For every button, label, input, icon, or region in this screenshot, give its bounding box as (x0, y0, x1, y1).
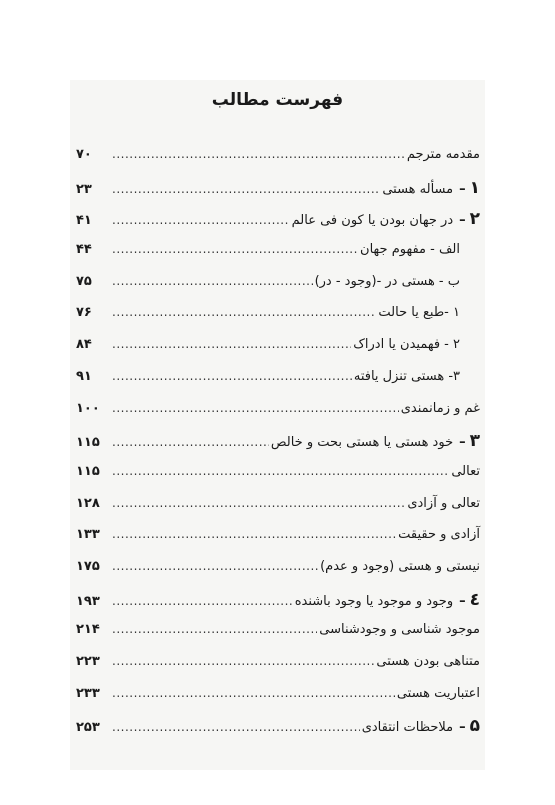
toc-entry (76, 589, 480, 624)
entry-title: خود هستی یا هستی بحت و خالص (270, 435, 454, 451)
chapter-dash: – (459, 593, 466, 609)
entry-title: ۱ -طبع یا حالت (378, 305, 460, 321)
dot-leader (112, 560, 318, 572)
page-number: ۱۱۵ (76, 463, 100, 479)
toc-entry (76, 718, 480, 750)
page-number: ۴۴ (76, 242, 92, 258)
dot-leader (112, 623, 317, 635)
toc-entry (76, 560, 480, 592)
chapter-number: ۳ (469, 431, 480, 452)
dot-leader (112, 465, 449, 477)
dot-leader (112, 528, 396, 540)
entry-title: اعتباریت هستی (396, 685, 480, 701)
page-number: ۲۳۳ (76, 685, 100, 701)
dot-leader (112, 721, 360, 733)
entry-title: متناهی بودن هستی (376, 654, 480, 669)
dot-leader (112, 183, 380, 195)
dot-leader (112, 370, 352, 382)
dot-leader (112, 338, 351, 350)
toc-entry (76, 623, 480, 655)
page-number: ۷۵ (76, 273, 92, 289)
toc-entry (76, 655, 480, 687)
chapter-dash: – (459, 213, 466, 229)
dot-leader (112, 402, 399, 414)
toc-entry (76, 148, 480, 180)
entry-title: ۳- هستی تنزل یافته (353, 368, 460, 384)
toc-entry (76, 243, 480, 275)
page-number: ۷۶ (76, 305, 92, 321)
entry-title: آزادی و حقیقت (398, 527, 480, 543)
dot-leader (112, 436, 269, 448)
page-number: ۲۵۳ (76, 720, 100, 736)
entry-title: ۲ - فهمیدن یا ادراک (353, 337, 460, 353)
page-number: ۹۱ (76, 368, 92, 384)
entry-title: وجود و موجود یا وجود باشنده (294, 593, 454, 609)
toc-entry (76, 177, 480, 212)
entry-title: الف - مفهوم جهان (360, 242, 460, 258)
entry-title: ملاحظات انتقادی (361, 720, 454, 736)
toc-entry (76, 370, 480, 402)
entry-title: مقدمه مترجم (406, 147, 480, 162)
page-number: ۱۷۵ (76, 558, 100, 574)
toc-entry (76, 211, 480, 243)
table-of-contents (76, 148, 480, 750)
page-number: ۱۹۳ (76, 593, 100, 609)
dot-leader (112, 497, 405, 509)
toc-entry (76, 497, 480, 529)
toc-entry (76, 528, 480, 560)
entry-title: ب - هستی در -(وجود - در) (314, 273, 460, 289)
chapter-number: ۲ (469, 209, 480, 230)
chapter-number: ٤ (469, 589, 480, 610)
toc-entry (76, 402, 480, 434)
toc-entry (76, 275, 480, 307)
dot-leader (112, 306, 376, 318)
page-number: ۱۲۸ (76, 495, 100, 511)
toc-entry (76, 687, 480, 719)
page-number: ۲۲۳ (76, 654, 100, 669)
chapter-dash: – (459, 435, 466, 451)
entry-title: نیستی و هستی (وجود و عدم) (320, 558, 480, 574)
chapter-dash: – (459, 720, 466, 736)
chapter-number: ۱ (469, 177, 480, 198)
dot-leader (112, 148, 405, 160)
entry-title: مسأله هستی (382, 181, 454, 197)
dot-leader (112, 214, 290, 226)
toc-entry (76, 306, 480, 338)
entry-title: تعالی و آزادی (407, 495, 480, 511)
page-title: فهرست مطالب (211, 90, 344, 110)
entry-title: در جهان بودن یا کون فی عالم (291, 213, 454, 229)
dot-leader (112, 243, 358, 255)
dot-leader (112, 595, 293, 607)
entry-title: تعالی (451, 463, 480, 479)
page-number: ۲۱۴ (76, 622, 100, 638)
book-page (70, 80, 485, 770)
entry-title: موجود شناسی و وجودشناسی (319, 622, 480, 638)
page-number: ۱۱۵ (76, 435, 100, 451)
dot-leader (112, 687, 395, 699)
toc-entry (76, 338, 480, 370)
entry-title: غم و زمانمندی (400, 400, 480, 416)
page-number: ۴۱ (76, 213, 92, 229)
dot-leader (112, 275, 313, 287)
chapter-dash: – (459, 181, 466, 197)
page-number: ۱۰۰ (76, 400, 100, 416)
dot-leader (112, 655, 374, 667)
chapter-number: ۵ (469, 716, 480, 737)
page-number: ۲۳ (76, 181, 92, 197)
toc-entry (76, 433, 480, 465)
page-number: ۱۳۳ (76, 527, 100, 543)
page-number: ۸۴ (76, 337, 92, 353)
toc-entry (76, 465, 480, 497)
page-number: ۷۰ (76, 147, 92, 162)
